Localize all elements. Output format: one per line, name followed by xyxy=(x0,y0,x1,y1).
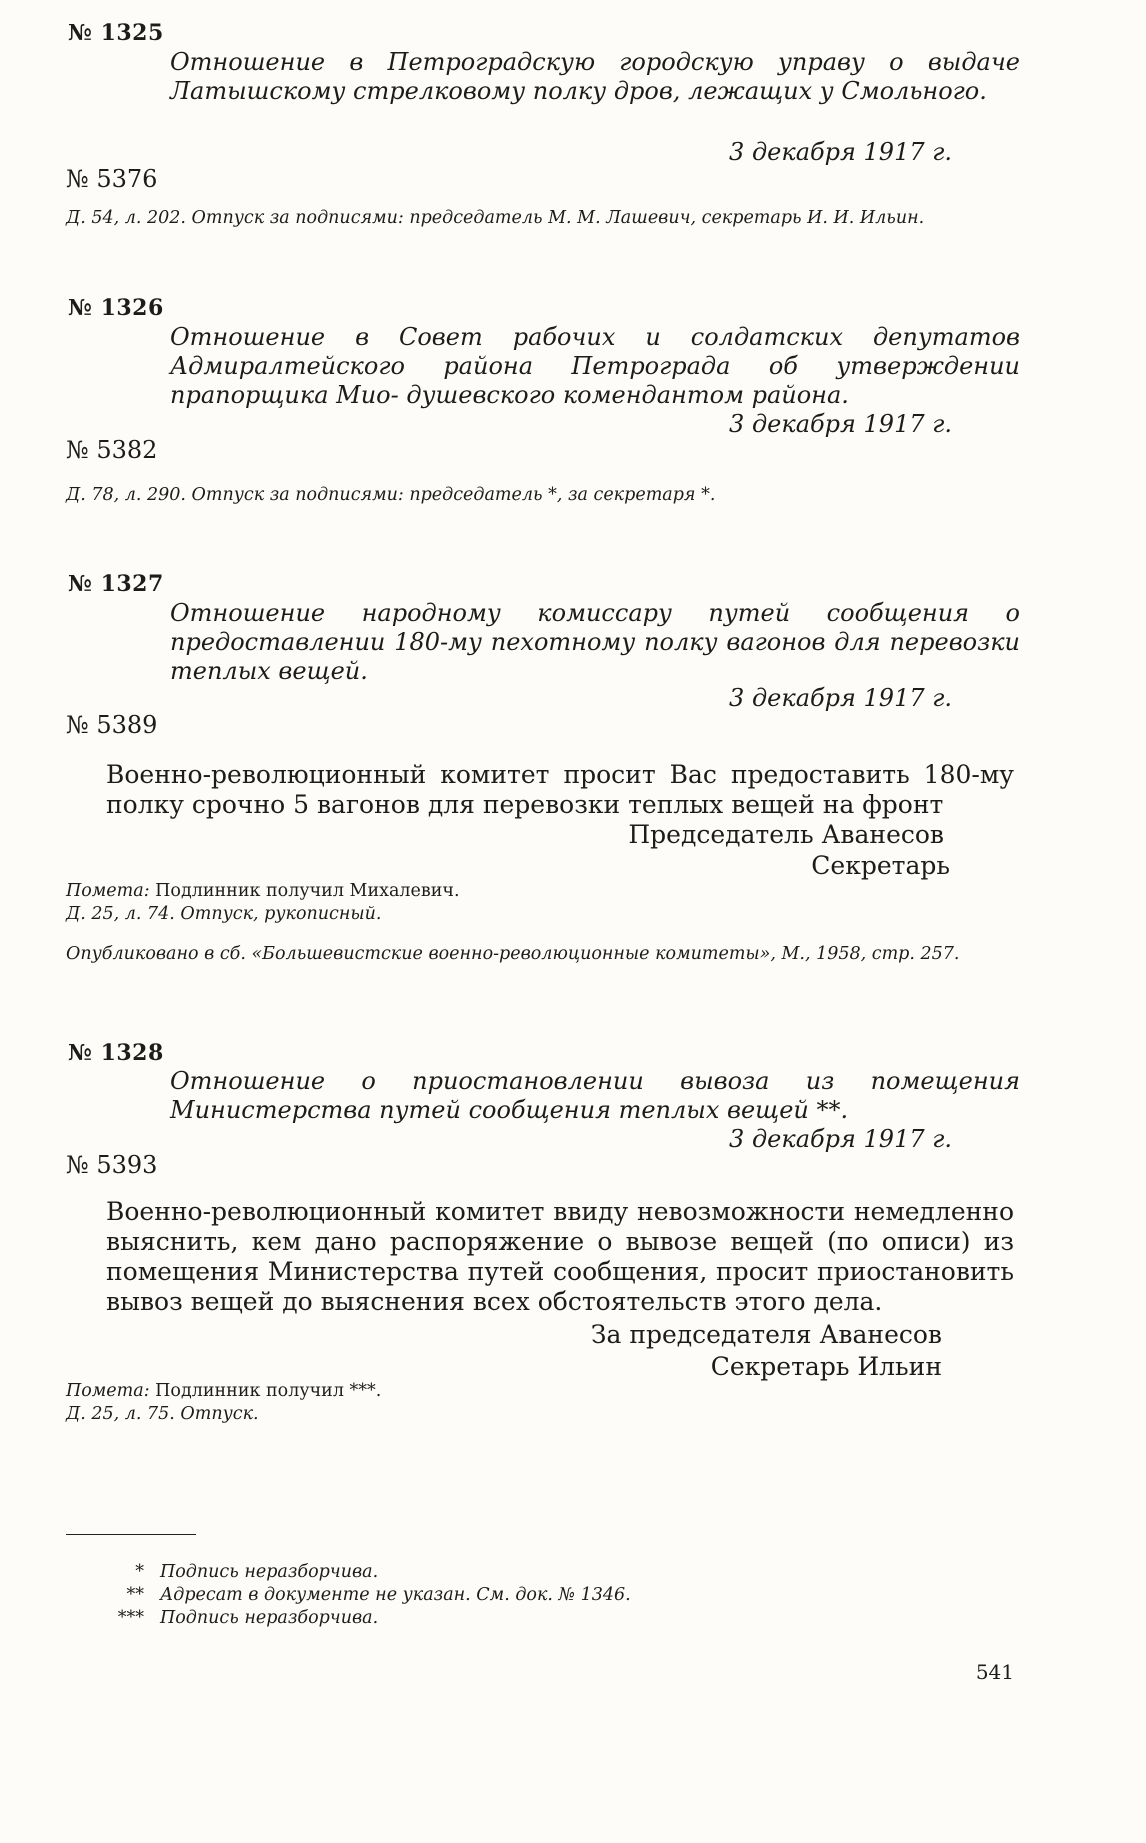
document-date: 3 декабря 1917 г. xyxy=(729,684,952,712)
signature-chairman: Председатель Аванесов xyxy=(628,820,944,849)
footnote-text: Адресат в документе не указан. См. док. № 1346. xyxy=(160,1585,631,1605)
document-body: Военно-революционный комитет ввиду невозможности немедленно выяснить, кем дано распоряжение о вывозе вещей (по описи) из помещения Министерства путей сообщения, просит приостановить вывоз вещей до выяснения всех обстоятельств этого дела. xyxy=(106,1197,1014,1316)
footnote-divider xyxy=(66,1534,196,1535)
document-title: Отношение в Петроградскую городскую управу о выдаче Латышскому стрелковому полку дров, лежащих у Смольного. xyxy=(170,48,1020,105)
note-text: Подлинник получил Михалевич. xyxy=(149,881,460,901)
footnote xyxy=(0,1584,1146,1608)
footnote-text: Подпись неразборчива. xyxy=(160,1562,379,1582)
footnote-mark: *** xyxy=(117,1608,144,1628)
document-number: № 1325 xyxy=(68,20,164,46)
archive-source: Д. 25, л. 75. Отпуск. xyxy=(66,1404,259,1424)
signature-secretary: Секретарь xyxy=(811,851,950,880)
archive-source: Д. 25, л. 74. Отпуск, рукописный. xyxy=(66,904,382,924)
footnote xyxy=(0,1561,1146,1585)
footnote-text: Подпись неразборчива. xyxy=(160,1608,379,1628)
note-text: Подлинник получил ***. xyxy=(149,1381,382,1401)
footnote-mark: ** xyxy=(126,1585,144,1605)
document-title: Отношение о приостановлении вывоза из помещения Министерства путей сообщения теплых вещей **. xyxy=(170,1067,1020,1124)
document-number: № 1326 xyxy=(68,295,164,321)
registration-number: № 5376 xyxy=(66,165,158,193)
document-date: 3 декабря 1917 г. xyxy=(729,138,952,166)
archive-source: Д. 78, л. 290. Отпуск за подписями: председатель *, за секретаря *. xyxy=(66,485,716,505)
footnote-mark: * xyxy=(135,1562,144,1582)
registration-number: № 5382 xyxy=(66,436,158,464)
page-number: 541 xyxy=(975,1660,1014,1684)
document-date: 3 декабря 1917 г. xyxy=(729,1125,952,1153)
document-body: Военно-революционный комитет просит Вас предоставить 180-му полку срочно 5 вагонов для перевозки теплых вещей на фронт xyxy=(106,760,1014,819)
document-title: Отношение в Совет рабочих и солдатских депутатов Адмиралтейского района Петрограда об утверждении прапорщика Мио- душевского комендантом района. xyxy=(170,323,1020,409)
document-title: Отношение народному комиссару путей сообщения о предоставлении 180-му пехотному полку вагонов для перевозки теплых вещей. xyxy=(170,599,1020,685)
signature-secretary: Секретарь Ильин xyxy=(710,1352,942,1381)
registration-number: № 5389 xyxy=(66,711,158,739)
publication-note: Опубликовано в сб. «Большевистские военно-революционные комитеты», М., 1958, стр. 257. xyxy=(66,944,960,964)
document-note xyxy=(66,880,460,902)
signature-chairman: За председателя Аванесов xyxy=(590,1320,942,1349)
note-label: Помета: xyxy=(66,881,150,901)
registration-number: № 5393 xyxy=(66,1151,158,1179)
archive-source: Д. 54, л. 202. Отпуск за подписями: председатель М. М. Лашевич, секретарь И. И. Ильин. xyxy=(66,208,925,228)
document-number: № 1327 xyxy=(68,571,164,597)
note-label: Помета: xyxy=(66,1381,150,1401)
document-date: 3 декабря 1917 г. xyxy=(729,410,952,438)
footnote xyxy=(0,1607,1146,1631)
document-note xyxy=(66,1380,381,1402)
document-number: № 1328 xyxy=(68,1040,164,1066)
